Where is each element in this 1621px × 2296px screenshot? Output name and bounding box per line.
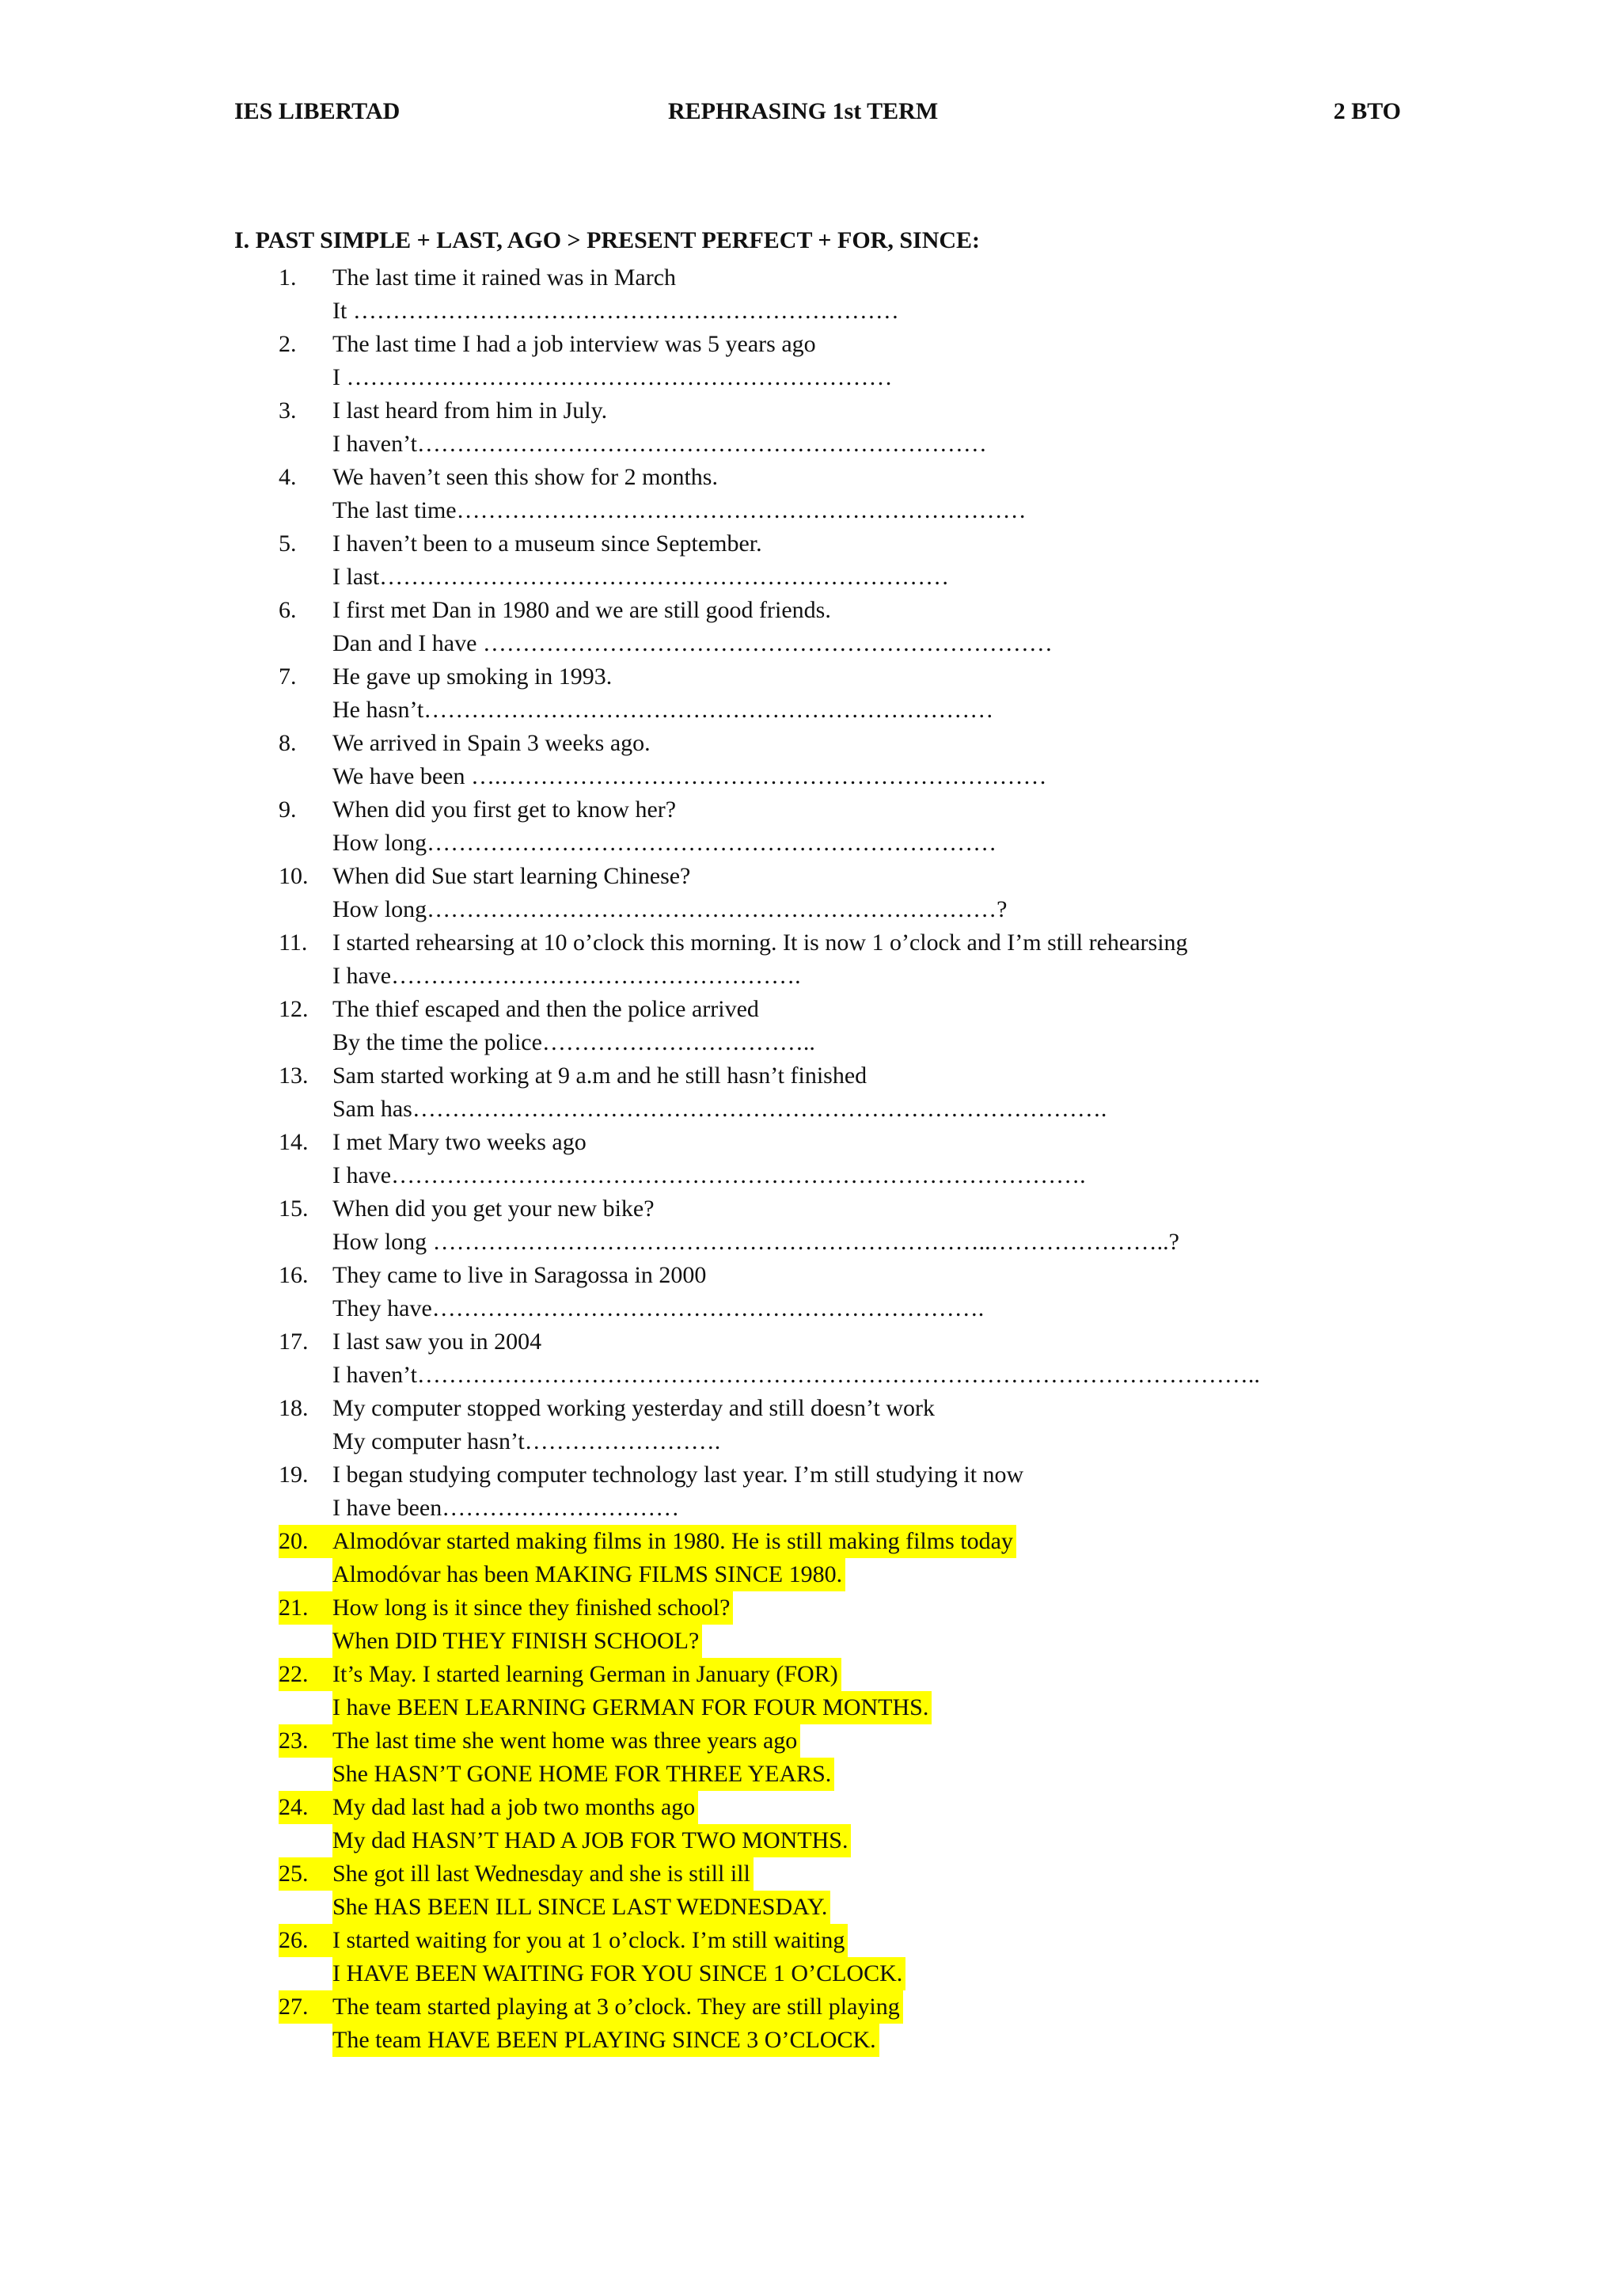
exercise-item xyxy=(279,860,1418,926)
exercise-prompt: I last heard from him in July. xyxy=(332,397,608,424)
exercise-number: 16. xyxy=(279,1262,309,1288)
exercise-number: 22. xyxy=(279,1658,332,1691)
exercise-number: 24. xyxy=(279,1791,332,1824)
exercise-item xyxy=(279,1059,1418,1126)
exercise-item xyxy=(279,1591,1418,1658)
exercise-number: 26. xyxy=(279,1924,332,1957)
exercise-prompt: I began studying computer technology last year. I’m still studying it now xyxy=(332,1462,1024,1488)
exercise-answer: I have BEEN LEARNING GERMAN FOR FOUR MONTHS. xyxy=(332,1691,932,1724)
exercise-prompt: The team started playing at 3 o’clock. They are still playing xyxy=(332,1990,903,2024)
exercise-number: 1. xyxy=(279,264,297,291)
exercise-number: 13. xyxy=(279,1062,309,1089)
exercise-prompt: I started rehearsing at 10 o’clock this morning. It is now 1 o’clock and I’m still rehearsing xyxy=(332,929,1188,956)
exercise-prompt: I haven’t been to a museum since September. xyxy=(332,530,762,557)
exercise-number: 8. xyxy=(279,730,297,756)
exercise-prompt: Sam started working at 9 a.m and he still hasn’t finished xyxy=(332,1062,867,1089)
exercise-prompt: How long is it since they finished school? xyxy=(332,1591,733,1625)
exercise-blank: They have……………………………………………………………. xyxy=(332,1295,985,1321)
exercise-number: 3. xyxy=(279,397,297,424)
exercise-list xyxy=(279,261,1418,2057)
exercise-number: 10. xyxy=(279,863,309,889)
exercise-blank: My computer hasn’t……………………. xyxy=(332,1428,721,1454)
exercise-prompt: When did Sue start learning Chinese? xyxy=(332,863,691,889)
exercise-blank: I have been………………………… xyxy=(332,1495,680,1521)
exercise-item xyxy=(279,793,1418,860)
exercise-prompt: We arrived in Spain 3 weeks ago. xyxy=(332,730,651,756)
exercise-answer: When DID THEY FINISH SCHOOL? xyxy=(332,1625,702,1658)
exercise-blank: I …………………………………………………………… xyxy=(332,364,893,390)
exercise-item xyxy=(279,1924,1418,1990)
exercise-prompt: The last time I had a job interview was 5 years ago xyxy=(332,331,816,357)
exercise-blank: I have……………………………………………………………………………. xyxy=(332,1162,1086,1188)
exercise-answer: She HASN’T GONE HOME FOR THREE YEARS. xyxy=(332,1758,834,1791)
exercise-item xyxy=(279,1392,1418,1458)
exercise-blank: We have been ….…………………………………………………………… xyxy=(332,763,1047,789)
exercise-prompt: We haven’t seen this show for 2 months. xyxy=(332,464,718,490)
exercise-number: 15. xyxy=(279,1196,309,1222)
exercise-prompt: It’s May. I started learning German in January (FOR) xyxy=(332,1658,841,1691)
exercise-number: 12. xyxy=(279,996,309,1022)
exercise-item xyxy=(279,1857,1418,1924)
exercise-blank: How long………………………………………………………………? xyxy=(332,896,1008,922)
exercise-blank: I have……………………………………………. xyxy=(332,963,801,989)
exercise-blank: I last……………………………………………………………… xyxy=(332,564,950,590)
exercise-answer: My dad HASN’T HAD A JOB FOR TWO MONTHS. xyxy=(332,1824,851,1857)
exercise-blank: It …………………………………………………………… xyxy=(332,298,899,324)
exercise-blank: I haven’t……………………………………………………………… xyxy=(332,431,987,457)
exercise-item xyxy=(279,1259,1418,1325)
exercise-item xyxy=(279,261,1418,328)
document-title: REPHRASING 1st TERM xyxy=(668,98,939,124)
exercise-item xyxy=(279,1126,1418,1192)
exercise-number: 27. xyxy=(279,1990,332,2024)
school-name: IES LIBERTAD xyxy=(234,98,401,124)
exercise-prompt: The last time she went home was three years ago xyxy=(332,1724,800,1758)
exercise-blank: How long ……………………………………………………………..…………………..? xyxy=(332,1229,1179,1255)
exercise-item xyxy=(279,1658,1418,1724)
exercise-item xyxy=(279,660,1418,727)
exercise-number: 9. xyxy=(279,796,297,823)
exercise-item xyxy=(279,461,1418,527)
exercise-number: 7. xyxy=(279,663,297,690)
exercise-number: 5. xyxy=(279,530,297,557)
exercise-number: 19. xyxy=(279,1462,309,1488)
exercise-number: 2. xyxy=(279,331,297,357)
exercise-number: 14. xyxy=(279,1129,309,1155)
exercise-item xyxy=(279,328,1418,394)
exercise-item xyxy=(279,1192,1418,1259)
exercise-number: 6. xyxy=(279,597,297,623)
exercise-item xyxy=(279,1325,1418,1392)
exercise-prompt: I met Mary two weeks ago xyxy=(332,1129,587,1155)
exercise-number: 25. xyxy=(279,1857,332,1891)
exercise-prompt: He gave up smoking in 1993. xyxy=(332,663,613,690)
exercise-number: 20. xyxy=(279,1525,332,1558)
exercise-number: 18. xyxy=(279,1395,309,1421)
exercise-prompt: I last saw you in 2004 xyxy=(332,1329,542,1355)
exercise-number: 23. xyxy=(279,1724,332,1758)
exercise-number: 17. xyxy=(279,1329,309,1355)
exercise-item xyxy=(279,1990,1418,2057)
exercise-answer: She HAS BEEN ILL SINCE LAST WEDNESDAY. xyxy=(332,1891,830,1924)
exercise-prompt: She got ill last Wednesday and she is still ill xyxy=(332,1857,754,1891)
exercise-blank: How long……………………………………………………………… xyxy=(332,830,997,856)
exercise-answer: Almodóvar has been MAKING FILMS SINCE 1980. xyxy=(332,1558,845,1591)
exercise-number: 4. xyxy=(279,464,297,490)
exercise-prompt: My computer stopped working yesterday and still doesn’t work xyxy=(332,1395,935,1421)
exercise-item xyxy=(279,527,1418,594)
course-level: 2 BTO xyxy=(1333,98,1401,124)
exercise-blank: Sam has……………………………………………………………………………. xyxy=(332,1096,1107,1122)
page-header xyxy=(234,98,1401,130)
exercise-number: 21. xyxy=(279,1591,332,1625)
exercise-item xyxy=(279,993,1418,1059)
exercise-item xyxy=(279,594,1418,660)
exercise-blank: By the time the police…………………………….. xyxy=(332,1029,815,1055)
exercise-blank: I haven’t…………………………………………………………………………………………….. xyxy=(332,1362,1260,1388)
exercise-prompt: They came to live in Saragossa in 2000 xyxy=(332,1262,707,1288)
exercise-item xyxy=(279,926,1418,993)
exercise-prompt: The thief escaped and then the police arrived xyxy=(332,996,759,1022)
exercise-blank: He hasn’t……………………………………………………………… xyxy=(332,697,994,723)
exercise-prompt: I started waiting for you at 1 o’clock. I’m still waiting xyxy=(332,1924,848,1957)
exercise-prompt: When did you get your new bike? xyxy=(332,1196,655,1222)
exercise-prompt: My dad last had a job two months ago xyxy=(332,1791,698,1824)
exercise-prompt: Almodóvar started making films in 1980. He is still making films today xyxy=(332,1525,1016,1558)
exercise-item xyxy=(279,727,1418,793)
exercise-item xyxy=(279,1724,1418,1791)
exercise-answer: The team HAVE BEEN PLAYING SINCE 3 O’CLOCK. xyxy=(332,2024,879,2057)
exercise-item xyxy=(279,1525,1418,1591)
exercise-item xyxy=(279,1458,1418,1525)
exercise-prompt: I first met Dan in 1980 and we are still good friends. xyxy=(332,597,831,623)
exercise-blank: Dan and I have ……………………………………………………………… xyxy=(332,630,1053,656)
exercise-item xyxy=(279,394,1418,461)
section-title: I. PAST SIMPLE + LAST, AGO > PRESENT PERFECT + FOR, SINCE: xyxy=(234,227,981,253)
exercise-item xyxy=(279,1791,1418,1857)
exercise-prompt: The last time it rained was in March xyxy=(332,264,677,291)
exercise-number: 11. xyxy=(279,929,308,956)
exercise-answer: I HAVE BEEN WAITING FOR YOU SINCE 1 O’CLOCK. xyxy=(332,1957,905,1990)
exercise-blank: The last time……………………………………………………………… xyxy=(332,497,1027,523)
exercise-prompt: When did you first get to know her? xyxy=(332,796,677,823)
